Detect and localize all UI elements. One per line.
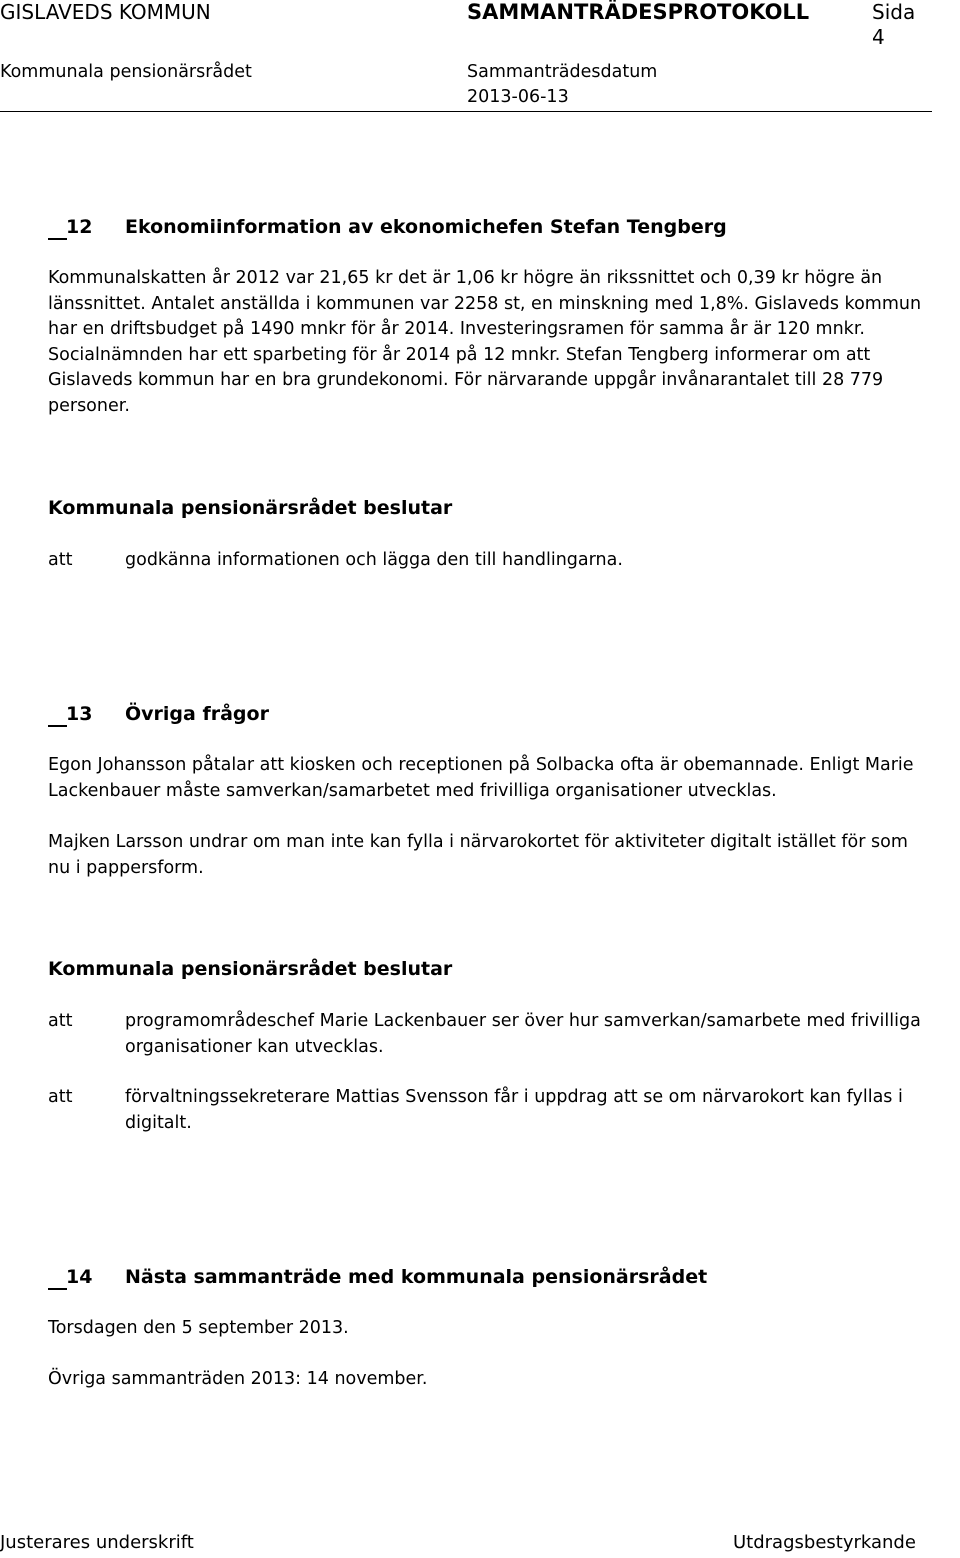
decision-label: att	[48, 550, 73, 570]
paragraph-mark	[48, 216, 67, 240]
section-12-heading	[48, 216, 727, 240]
section-number: 14	[66, 1266, 93, 1288]
section-12-text	[48, 266, 932, 419]
decision-text: förvaltningssekreterare Mattias Svensson får i uppdrag att se om närvarokort kan fyllas i digitalt.	[125, 1087, 903, 1133]
municipality-name: GISLAVEDS KOMMUN	[0, 0, 211, 24]
paragraph: Majken Larsson undrar om man inte kan fylla i närvarokortet för aktiviteter digitalt istället för som nu i pappersform.	[48, 832, 908, 878]
section-13-text-1	[48, 753, 932, 804]
paragraph: Kommunalskatten år 2012 var 21,65 kr det är 1,06 kr högre än rikssnittet och 0,39 kr högre än länssnittet. Antalet anställda i kommunen var 2258 st, en minskning med 1,8%. Gislaveds kommun har en driftsbudget på 1490 mnkr för år 2014. Investeringsramen för samma år är 120 mnkr. Socialnämnden har ett sparbeting för år 2014 på 12 mnkr. Stefan Tengberg informerar om att Gislaveds kommun har en bra grundekonomi. För närvarande uppgår invånarantalet till 28 779 personer.	[48, 268, 922, 416]
paragraph: Egon Johansson påtalar att kiosken och receptionen på Solbacka ofta är obemannade. Enligt Marie Lackenbauer måste samverkan/samarbetet med frivilliga organisationer utvecklas.	[48, 755, 914, 801]
date-value: 2013-06-13	[467, 87, 569, 107]
paragraph-mark	[48, 1266, 67, 1290]
section-number: 12	[66, 216, 93, 238]
date-label: Sammanträdesdatum	[467, 62, 658, 82]
section-14-text-2	[48, 1367, 932, 1393]
paragraph-mark	[48, 703, 67, 727]
section-14-text-1	[48, 1316, 932, 1342]
decision-label: att	[48, 1087, 73, 1107]
decision-text: godkänna informationen och lägga den till handlingarna.	[125, 550, 623, 570]
document-type: SAMMANTRÄDESPROTOKOLL	[467, 0, 810, 24]
section-12-decision-heading: Kommunala pensionärsrådet beslutar	[48, 497, 453, 519]
section-title: Ekonomiinformation av ekonomichefen Stefan Tengberg	[125, 216, 727, 238]
header-divider	[0, 111, 932, 112]
section-13-heading	[48, 703, 269, 727]
body-name: Kommunala pensionärsrådet	[0, 62, 252, 82]
decision-text: programområdeschef Marie Lackenbauer ser över hur samverkan/samarbete med frivilliga organisationer kan utvecklas.	[125, 1011, 921, 1057]
page-label: Sida	[872, 0, 916, 24]
section-number: 13	[66, 703, 93, 725]
paragraph: Torsdagen den 5 september 2013.	[48, 1318, 349, 1338]
section-title: Nästa sammanträde med kommunala pensionärsrådet	[125, 1266, 708, 1288]
footer-extract-label: Utdragsbestyrkande	[733, 1532, 916, 1553]
decision-label: att	[48, 1011, 73, 1031]
section-title: Övriga frågor	[125, 703, 269, 725]
page-number: 4	[872, 25, 885, 49]
section-13-decision-heading: Kommunala pensionärsrådet beslutar	[48, 958, 453, 980]
section-13-text-2	[48, 830, 932, 881]
footer-signature-label: Justerares underskrift	[0, 1532, 194, 1553]
section-14-heading	[48, 1266, 708, 1290]
paragraph: Övriga sammanträden 2013: 14 november.	[48, 1369, 428, 1389]
